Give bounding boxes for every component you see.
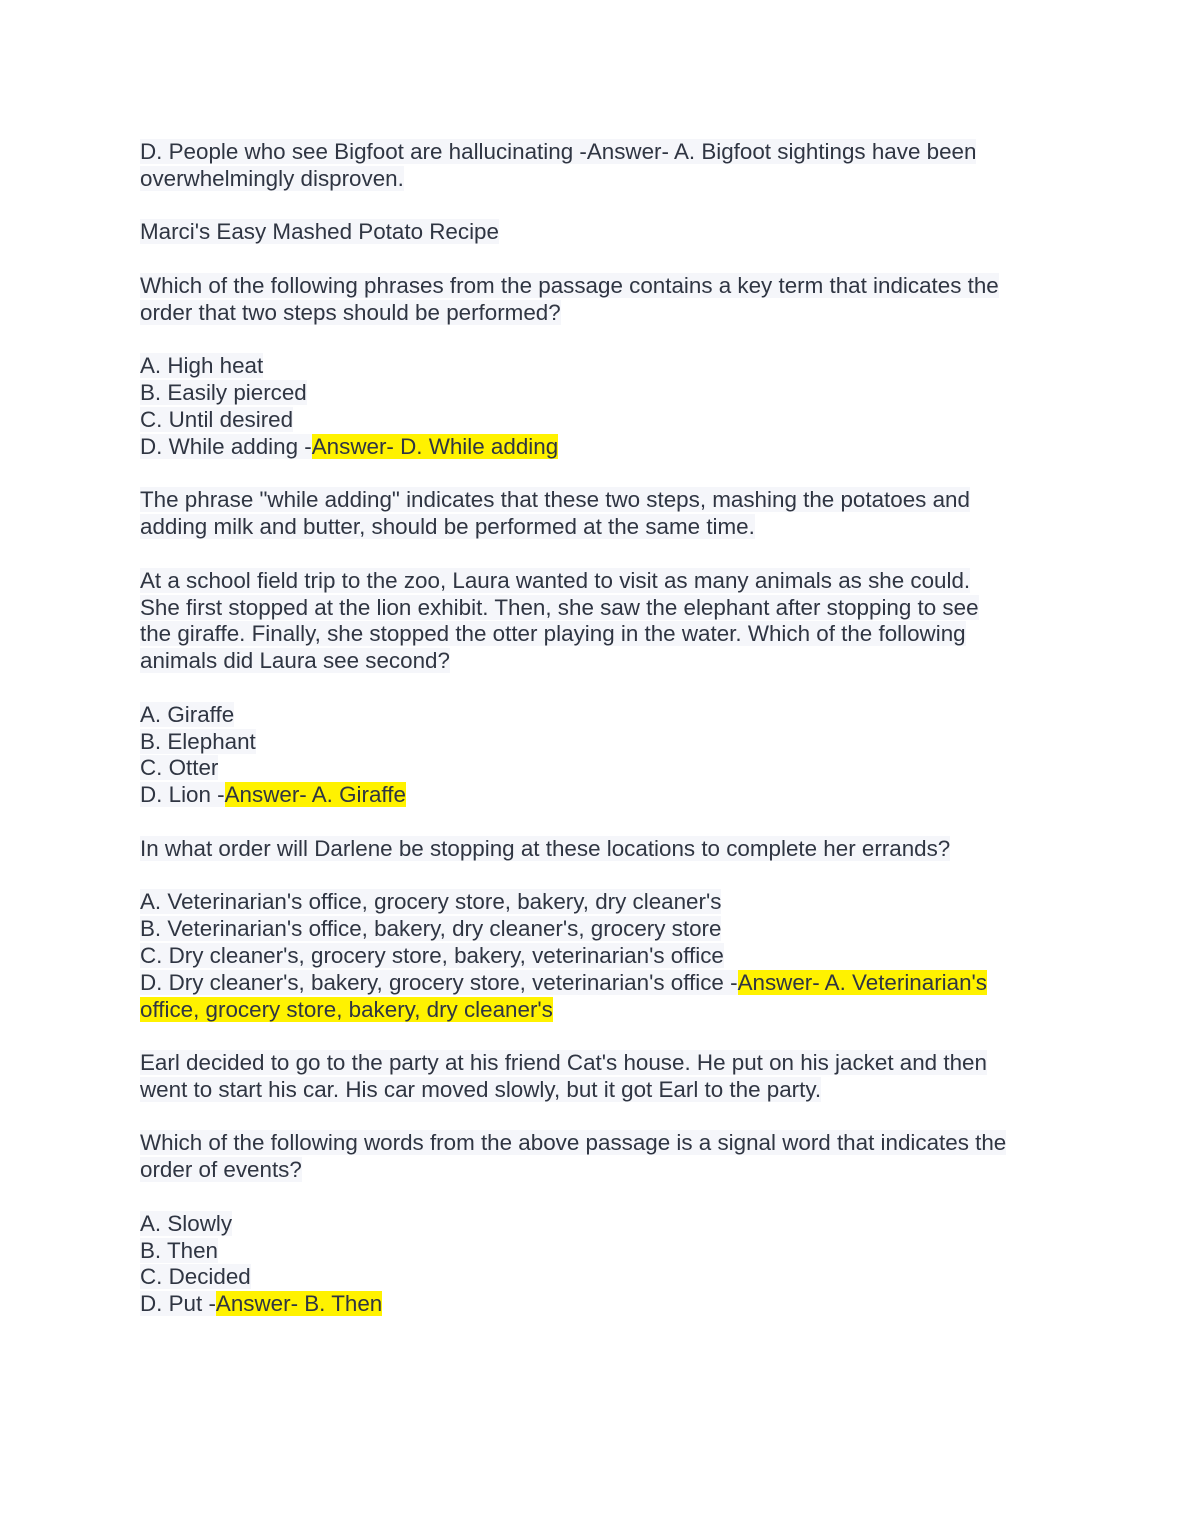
question <box>140 1130 1060 1184</box>
option-line: D. Dry cleaner's, bakery, grocery store, veterinarian's office - <box>140 969 738 995</box>
text-line: went to start his car. His car moved slowly, but it got Earl to the party. <box>140 1076 822 1102</box>
highlighted-answer: Answer- A. Veterinarian's <box>737 969 988 995</box>
text-line: Marci's Easy Mashed Potato Recipe <box>140 219 499 245</box>
text-line: order of events? <box>140 1157 302 1183</box>
option-line: B. Then <box>140 1237 219 1263</box>
option-line: A. High heat <box>140 353 264 379</box>
highlighted-answer: Answer- D. While adding <box>311 433 559 459</box>
question <box>140 836 1060 863</box>
text-line: adding milk and butter, should be performed at the same time. <box>140 514 755 540</box>
highlighted-answer: Answer- B. Then <box>215 1291 383 1317</box>
text-line: order that two steps should be performed? <box>140 299 561 325</box>
highlighted-answer: Answer- A. Giraffe <box>224 782 406 808</box>
option-line: A. Giraffe <box>140 701 235 727</box>
option-line: B. Veterinarian's office, bakery, dry cleaner's, grocery store <box>140 916 722 942</box>
text-line: Earl decided to go to the party at his friend Cat's house. He put on his jacket and then <box>140 1050 987 1076</box>
question <box>140 568 1060 675</box>
option-line: C. Dry cleaner's, grocery store, bakery, veterinarian's office <box>140 942 724 968</box>
answer-options <box>140 702 1060 809</box>
text-line: the giraffe. Finally, she stopped the otter playing in the water. Which of the following <box>140 621 966 647</box>
option-line: B. Elephant <box>140 728 256 754</box>
recipe-title <box>140 219 1060 246</box>
passage <box>140 1050 1060 1104</box>
explanation <box>140 487 1060 541</box>
document-page <box>140 139 1060 1345</box>
text-line: In what order will Darlene be stopping at these locations to complete her errands? <box>140 835 951 861</box>
option-line: D. Put - <box>140 1291 216 1317</box>
paragraph <box>140 139 1060 193</box>
answer-options <box>140 1211 1060 1318</box>
text-line: D. People who see Bigfoot are hallucinating -Answer- A. Bigfoot sightings have been <box>140 139 977 164</box>
option-line: A. Veterinarian's office, grocery store, bakery, dry cleaner's <box>140 889 722 915</box>
option-line: D. Lion - <box>140 782 225 808</box>
text-line: She first stopped at the lion exhibit. Then, she saw the elephant after stopping to see <box>140 594 979 620</box>
option-line: C. Otter <box>140 755 219 781</box>
text-line: The phrase "while adding" indicates that these two steps, mashing the potatoes and <box>140 487 970 513</box>
text-line: overwhelmingly disproven. <box>140 165 404 191</box>
option-line: C. Decided <box>140 1264 251 1290</box>
text-line: Which of the following words from the above passage is a signal word that indicates the <box>140 1130 1007 1156</box>
option-line: A. Slowly <box>140 1210 233 1236</box>
text-line: At a school field trip to the zoo, Laura wanted to visit as many animals as she could. <box>140 567 971 593</box>
answer-options <box>140 353 1060 460</box>
highlighted-answer: office, grocery store, bakery, dry cleaner's <box>140 996 553 1022</box>
option-line: B. Easily pierced <box>140 380 307 406</box>
answer-options <box>140 889 1060 1023</box>
question <box>140 273 1060 327</box>
option-line: D. While adding - <box>140 433 312 459</box>
text-line: Which of the following phrases from the passage contains a key term that indicates the <box>140 272 999 298</box>
text-line: animals did Laura see second? <box>140 648 450 674</box>
option-line: C. Until desired <box>140 406 294 432</box>
